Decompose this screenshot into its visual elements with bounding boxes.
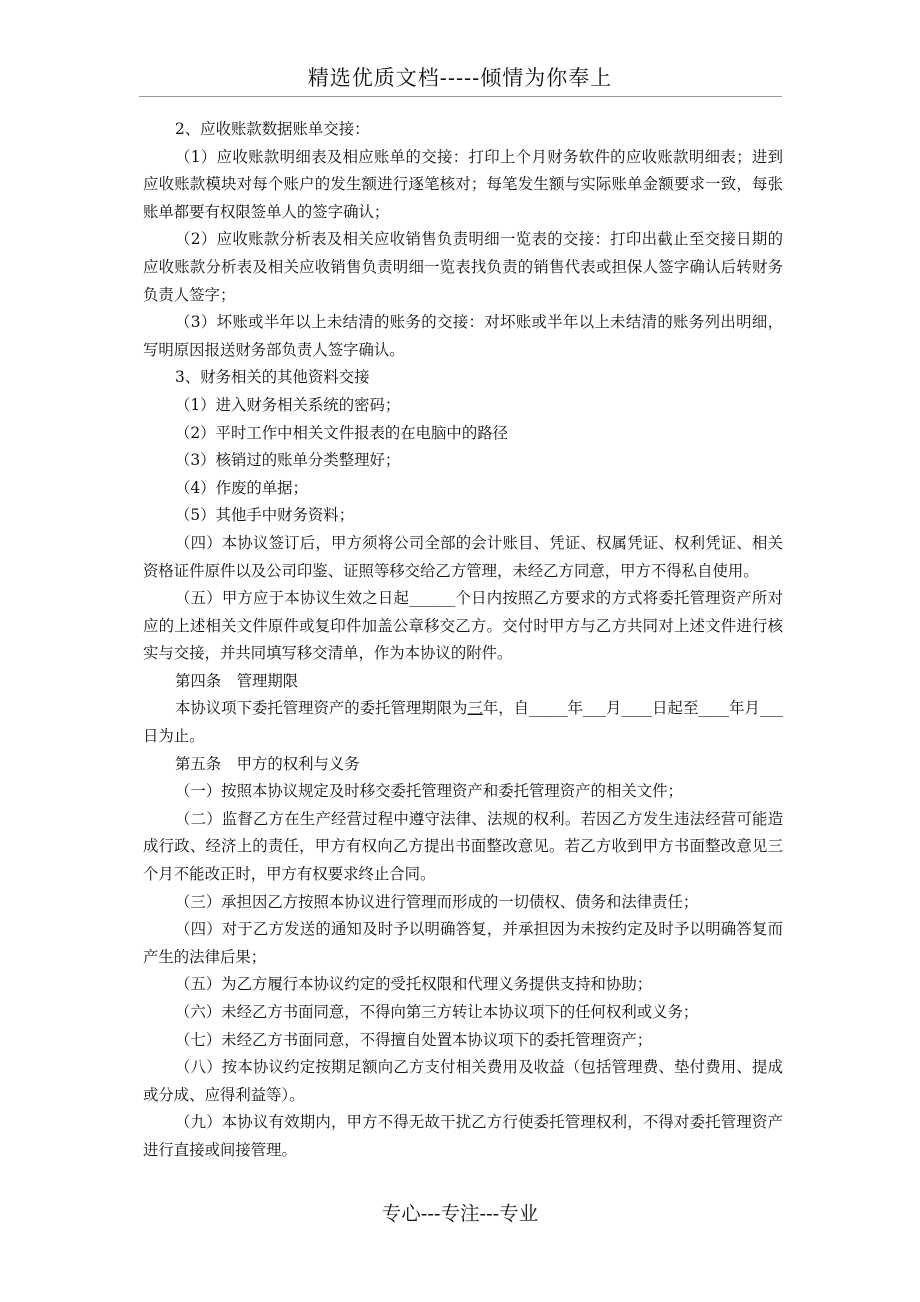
paragraph: （2）平时工作中相关文件报表的在电脑中的路径: [175, 423, 508, 442]
article-heading: 第五条 甲方的权利与义务: [175, 754, 360, 773]
header-divider: [139, 96, 782, 97]
paragraph: （二）监督乙方在生产经营过程中遵守法律、法规的权利。若因乙方发生违法经营可能造成行政、经济上的责任，甲方有权向乙方提出书面整改意见。若乙方收到甲方书面整改意见三个月不能改正时，甲方有权要求终止合同。: [143, 809, 783, 884]
paragraph: （七）未经乙方书面同意，不得擅自处置本协议项下的委托管理资产；: [175, 1030, 653, 1049]
paragraph: （五）甲方应于本协议生效之日起______个日内按照乙方要求的方式将委托管理资产所对应的上述相关文件原件或复印件加盖公章移交乙方。交付时甲方与乙方共同对上述文件进行核实与交接，并共同填写移交清单，作为本协议的附件。: [143, 589, 783, 663]
paragraph: （四）对于乙方发送的通知及时予以明确答复，并承担因为未按约定及时予以明确答复而产生的法律后果；: [143, 920, 783, 966]
paragraph: （八）按本协议约定按期足额向乙方支付相关费用及收益（包括管理费、垫付费用、提成或分成、应得利益等）。: [143, 1058, 783, 1104]
paragraph: 2、应收账款数据账单交接：: [175, 120, 370, 138]
term-years: 三: [467, 699, 483, 718]
paragraph: （三）承担因乙方按照本协议进行管理而形成的一切债权、债务和法律责任；: [175, 892, 699, 911]
paragraph: （1）进入财务相关系统的密码；: [175, 395, 401, 414]
page-header: 精选优质文档-----倾情为你奉上: [307, 66, 613, 90]
term-paragraph: [143, 695, 783, 750]
paragraph: （4）作废的单据；: [175, 478, 308, 497]
paragraph: （四）本协议签订后，甲方须将公司全部的会计账目、凭证、权属凭证、权利凭证、相关资格证件原件以及公司印鉴、证照等移交给乙方管理，未经乙方同意，甲方不得私自使用。: [143, 533, 783, 580]
paragraph: （3）坏账或半年以上未结清的账务的交接：对坏账或半年以上未结清的账务列出明细，写明原因报送财务部负责人签字确认。: [143, 313, 783, 359]
term-text-after: 年，自_____年___月____日起至____年月___日为止。: [143, 699, 783, 746]
term-text-before: 本协议项下委托管理资产的委托管理期限为: [175, 699, 468, 718]
paragraph: 3、财务相关的其他资料交接: [175, 368, 370, 387]
paragraph: （一）按照本协议规定及时移交委托管理资产和委托管理资产的相关文件；: [175, 782, 683, 801]
document-body: [143, 116, 783, 1165]
page-footer: 专心---专注---专业: [381, 1202, 539, 1225]
paragraph: （六）未经乙方书面同意，不得向第三方转让本协议项下的任何权利或义务；: [175, 1003, 699, 1021]
paragraph: （1）应收账款明细表及相应账单的交接：打印上个月财务软件的应收账款明细表；进到应收账款模块对每个账户的发生额进行逐笔核对；每笔发生额与实际账单金额要求一致，每张账单都要有权限签单人的签字确认；: [143, 147, 783, 221]
paragraph: （3）核销过的账单分类整理好；: [175, 451, 401, 470]
paragraph: （2）应收账款分析表及相关应收销售负责明细一览表的交接：打印出截止至交接日期的应收账款分析表及相关应收销售负责明细一览表找负责的销售代表或担保人签字确认后转财务负责人签字；: [143, 230, 783, 304]
article-heading: 第四条 管理期限: [175, 671, 299, 690]
paragraph: （九）本协议有效期内，甲方不得无故干扰乙方行使委托管理权利，不得对委托管理资产进行直接或间接管理。: [143, 1113, 783, 1159]
paragraph: （五）为乙方履行本协议约定的受托权限和代理义务提供支持和协助；: [175, 975, 653, 994]
paragraph: （5）其他手中财务资料；: [175, 506, 355, 525]
